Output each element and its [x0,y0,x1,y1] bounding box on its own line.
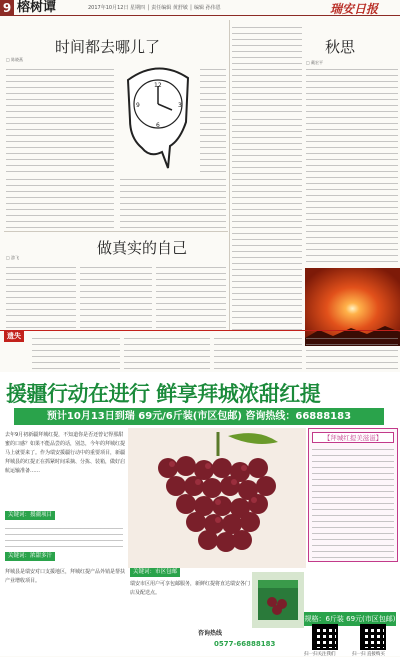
svg-text:9: 9 [136,102,140,109]
article-body-text [80,262,152,328]
article-body-text [6,176,114,228]
notice-text [124,333,210,369]
article-title-autumn: 秋思 [325,38,356,56]
qr-caption: 扫一扫 直接购买 [352,652,385,657]
ad-headline: 援疆行动在进行 鲜享拜城浓甜红提 [6,382,321,406]
column-divider [229,20,230,330]
article-body-text [232,22,302,112]
column-title: 榕树谭 [17,0,57,15]
ad-body-text: 瑞安市区用户可享包邮服务，新鲜红提将直达瑞安各门店及配送点。 [130,581,251,596]
notice-text [32,333,120,369]
notice-text [214,333,302,369]
edition-meta: 2017年10月12日 星期四 │ 责任编辑 黄舒敏 │ 编辑 孙伟恩 [88,5,221,11]
article-byline: □ 陈晓燕 [6,57,24,62]
newspaper-logo: 瑞安日报 [330,2,379,16]
svg-text:3: 3 [178,102,182,109]
hotline-label: 咨询热线 [198,630,223,637]
info-box-title: 【拜城红提美滋滋】 [312,432,394,443]
page-number: 9 [0,0,14,16]
grape-box-photo [252,572,304,628]
article-body-text [200,66,226,172]
qr-code [360,624,386,650]
article-body-text [6,66,114,172]
ad-intro-text: 去年9月初新疆拜城红提，不知道你是否还曾记得那甜蜜的口感？如果不能品尝的话，别急，今年的拜城红提马上就要来了。作为瑞安援疆行动中的重要项目，新疆拜城县的红提正在抓紧时间采摘、分拣、装箱，做好启航运输准备…… [5,432,126,474]
grape-photo [128,428,306,568]
article-byline: □ 戴宏平 [306,60,324,65]
article-body-text [306,66,398,262]
svg-text:6: 6 [156,122,160,129]
ad-keyword-tag: 关键词：浓甜多汁 [5,552,55,561]
article-body-text [156,262,226,328]
qr-code [312,624,338,650]
notice-text [306,333,398,369]
notice-divider [0,330,400,331]
article-title-real-self: 做真实的自己 [97,239,188,257]
qr-caption: 扫一扫关注我们 [304,652,336,657]
ad-keyword-tag: 关键词：援疆项目 [5,511,55,520]
info-box-text [312,448,394,558]
ad-banner: 预计10月13日到瑞 69元/6斤装(市区包邮) 咨询热线：66888183 [14,408,384,425]
article-byline: □ 游飞 [6,255,20,260]
ad-keyword-tag: 关键词：市区包邮 [130,568,180,577]
article-body-text [6,262,76,328]
melting-clock-illustration [120,60,196,172]
product-spec-bar: 规格：6斤装 69元(市区包邮) [304,612,396,626]
ad-body-text: 拜城县是瑞安对口支援地区，拜城红提产品外销是帮扶产业增收项目。 [5,569,126,584]
section-divider [4,231,228,232]
ad-body-text [5,523,123,547]
svg-text:12: 12 [154,82,162,89]
article-body-text [120,176,226,228]
article-title-time: 时间都去哪儿了 [55,38,161,56]
article-body-text [232,116,302,330]
hotline-number: 0577-66888183 [214,640,276,648]
notice-label: 遗失 [4,331,24,342]
